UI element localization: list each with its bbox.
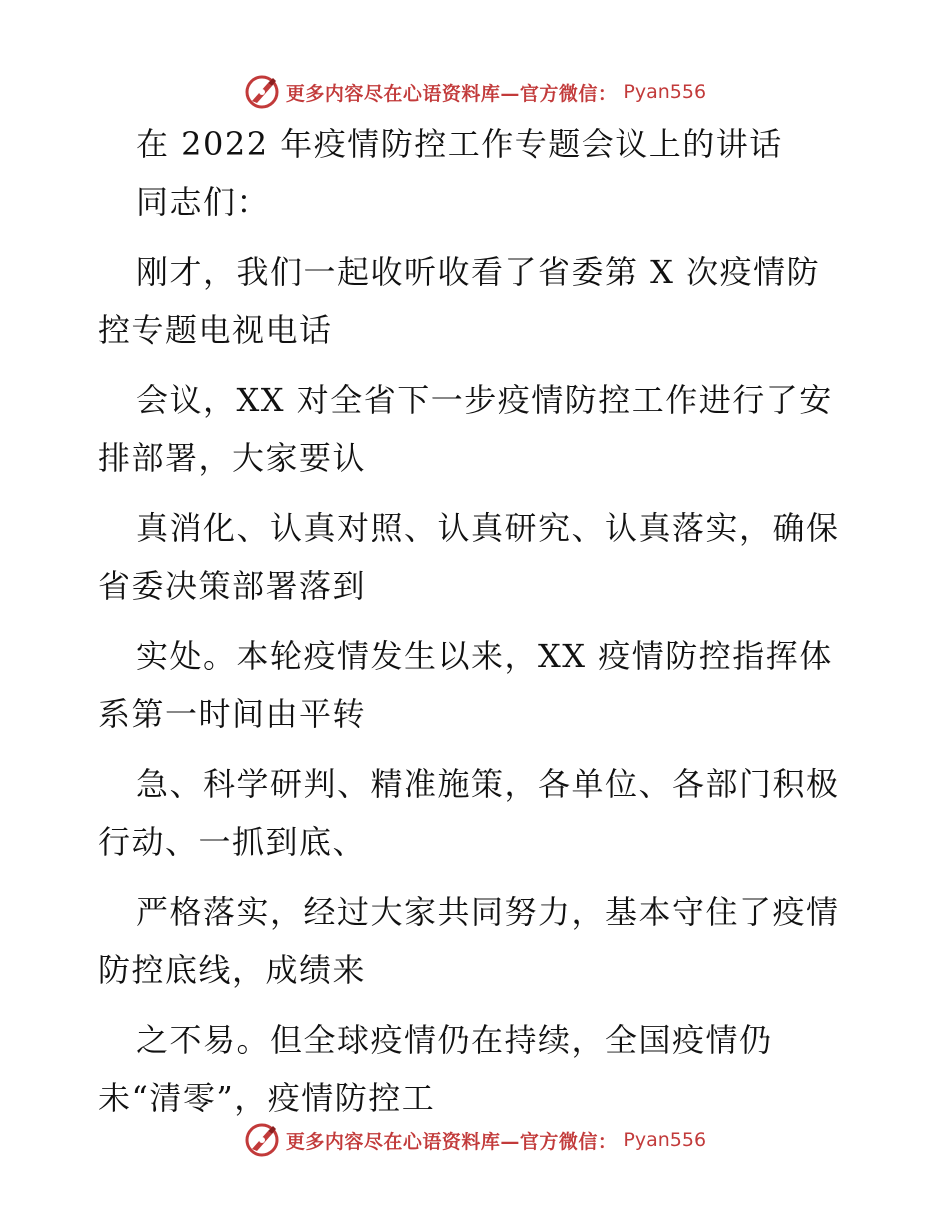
- paragraph-line: 防控底线，成绩来: [98, 951, 367, 989]
- paragraph-line: 排部署，大家要认: [98, 439, 367, 477]
- paragraph-line: 刚才，我们一起收听收看了省委第 X 次疫情防: [136, 253, 821, 291]
- paragraph-line: 真消化、认真对照、认真研究、认真落实，确保: [136, 509, 840, 547]
- paragraph-line: 实处。本轮疫情发生以来，XX 疫情防控指挥体: [136, 637, 833, 675]
- paragraph-line: 严格落实，经过大家共同努力，基本守住了疫情: [136, 893, 840, 931]
- paragraph-line: 急、科学研判、精准施策，各单位、各部门积极: [136, 765, 840, 803]
- watermark-text: 更多内容尽在心语资料库—官方微信：: [285, 82, 618, 105]
- paragraph-line: 会议，XX 对全省下一步疫情防控工作进行了安: [136, 381, 833, 419]
- paragraph-line: 系第一时间由平转: [98, 695, 367, 733]
- paragraph-line: 未“清零”，疫情防控工: [98, 1079, 436, 1117]
- watermark-header: [0, 72, 950, 112]
- watermark-wechat-id: Pyan556: [623, 1129, 707, 1151]
- document-title: 在 2022 年疫情防控工作专题会议上的讲话: [136, 125, 783, 163]
- paragraph-line: 行动、一抓到底、: [98, 823, 367, 861]
- pen-logo-icon: [244, 1122, 280, 1158]
- pen-logo-icon: [244, 74, 280, 110]
- watermark-text: 更多内容尽在心语资料库—官方微信：: [285, 1130, 618, 1153]
- paragraph-line: 之不易。但全球疫情仍在持续，全国疫情仍: [136, 1021, 773, 1059]
- salutation: 同志们：: [136, 183, 271, 221]
- paragraph-line: 控专题电视电话: [98, 311, 333, 349]
- paragraph-line: 省委决策部署落到: [98, 567, 367, 605]
- document-body: [98, 122, 868, 1120]
- watermark-footer: [0, 1120, 950, 1160]
- watermark-wechat-id: Pyan556: [623, 81, 707, 103]
